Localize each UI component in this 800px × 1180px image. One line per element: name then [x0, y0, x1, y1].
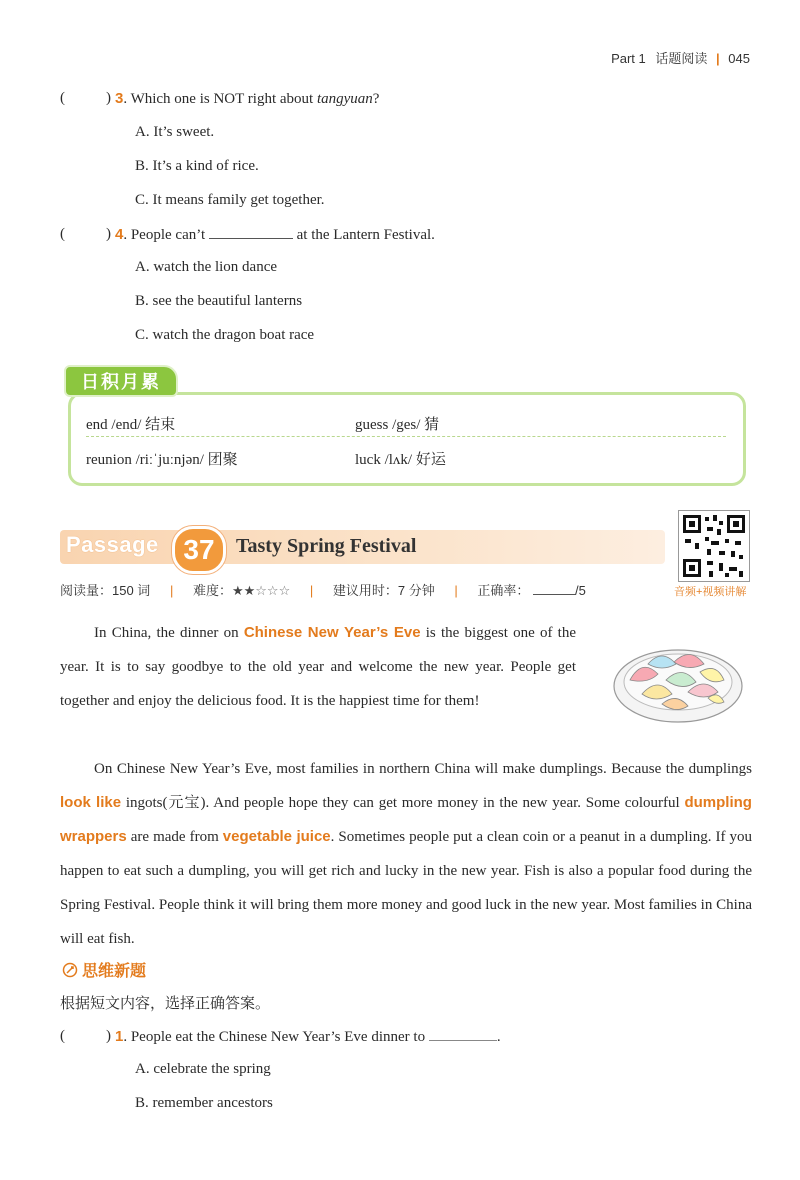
- meta-divider: |: [169, 583, 174, 598]
- word-count: 阅读量：150 词: [60, 583, 151, 598]
- question-stem-italic: tangyuan: [316, 91, 373, 107]
- answer-paren-close: ): [106, 1028, 111, 1044]
- answer-paren-close: ): [106, 226, 111, 242]
- thinking-title-text: 思维新题: [82, 963, 147, 980]
- qr-code-icon: [679, 511, 749, 581]
- option-b[interactable]: B. see the beautiful lanterns: [135, 293, 303, 309]
- answer-paren-open[interactable]: (: [60, 1028, 65, 1044]
- text-run: ingots(元宝). And people hope they can get more money in the new year. Some colourful: [121, 795, 685, 811]
- question-number: 3: [115, 90, 124, 107]
- answer-blank[interactable]: [429, 1028, 497, 1041]
- vocab-tag: 日积月累: [64, 365, 178, 397]
- passage-label: Passage: [66, 532, 159, 557]
- passage-paragraph-2: [60, 752, 752, 956]
- vocab-item: reunion /riːˈjuːnjən/ 团聚: [86, 452, 238, 468]
- text-run: . Sometimes people put a clean coin or a peanut in a dumpling. If you happen to eat such a dumpling, you will get rich and lucky in the new year. Fish is also a popular food during the Spring Festival. People think it will bring them more money and good luck in the new year. Most families in China will eat fish.: [60, 829, 752, 947]
- answer-paren-open[interactable]: (: [60, 90, 65, 106]
- question-1: [60, 1028, 760, 1048]
- passage-number-badge: 37: [172, 526, 226, 574]
- accuracy-label: 正确率：: [477, 583, 530, 598]
- answer-paren-open[interactable]: (: [60, 226, 65, 242]
- vocab-item: luck /lʌk/ 好运: [355, 452, 446, 468]
- highlight-term: vegetable juice: [222, 828, 331, 845]
- text-run: In China, the dinner on: [94, 625, 244, 641]
- highlight-term: dumpling wrappers: [60, 794, 752, 845]
- difficulty-stars-empty: ☆☆☆: [255, 583, 291, 598]
- passage-paragraph-1: [60, 616, 576, 718]
- question-stem-end: ?: [372, 91, 380, 107]
- question-4: [60, 226, 760, 246]
- qr-label: 音频+视频讲解: [674, 586, 747, 598]
- question-stem: . Which one is NOT right about: [123, 91, 317, 107]
- dumplings-plate-icon: [608, 628, 748, 728]
- qr-code[interactable]: [678, 510, 750, 582]
- difficulty-label: 难度：: [192, 583, 232, 598]
- highlight-term: Chinese New Year’s Eve: [243, 624, 421, 641]
- option-a[interactable]: A. watch the lion dance: [135, 259, 278, 275]
- page-header: [611, 48, 750, 67]
- question-stem: . People eat the Chinese New Year’s Eve dinner to: [123, 1029, 426, 1045]
- text-run: is the biggest one of the year. It is to say goodbye to the old year and welcome the new year. People get together and enjoy the delicious food. It is the happiest time for them!: [60, 625, 576, 709]
- section-label: 话题阅读: [655, 51, 708, 66]
- passage-title: Tasty Spring Festival: [236, 535, 417, 557]
- meta-divider: |: [454, 583, 458, 598]
- thinking-icon: [62, 962, 78, 978]
- part-label: Part 1: [611, 51, 646, 66]
- page-number: 045: [728, 51, 750, 66]
- highlight-term: look like: [60, 794, 122, 811]
- question-number: 1: [115, 1028, 124, 1045]
- dumplings-illustration: [608, 628, 748, 728]
- question-stem: . People can’t: [123, 227, 206, 243]
- answer-blank[interactable]: [209, 226, 293, 239]
- answer-paren-close: ): [106, 90, 111, 106]
- accuracy-blank[interactable]: [533, 584, 575, 595]
- header-divider: |: [716, 51, 720, 66]
- option-c[interactable]: C. watch the dragon boat race: [135, 327, 315, 343]
- option-b[interactable]: B. remember ancestors: [135, 1095, 273, 1111]
- vocab-divider: [86, 436, 726, 437]
- reading-meta: [60, 580, 586, 599]
- text-run: On Chinese New Year’s Eve, most families in northern China will make dumplings. Because the dumplings: [94, 761, 752, 777]
- thinking-section-title: [62, 958, 146, 981]
- accuracy-total: /5: [575, 583, 586, 598]
- difficulty-stars-filled: ★★: [231, 583, 256, 598]
- question-stem-end: at the Lantern Festival.: [296, 227, 435, 243]
- vocab-item: end /end/ 结束: [86, 417, 176, 433]
- option-b[interactable]: B. It’s a kind of rice.: [135, 158, 259, 174]
- instruction: 根据短文内容，选择正确答案。: [60, 996, 271, 1012]
- option-a[interactable]: A. celebrate the spring: [135, 1061, 271, 1077]
- vocab-item: guess /ges/ 猜: [355, 417, 440, 433]
- text-run: are made from: [126, 829, 223, 845]
- vocab-box: [68, 392, 746, 486]
- meta-divider: |: [309, 583, 314, 598]
- option-c[interactable]: C. It means family get together.: [135, 192, 325, 208]
- question-number: 4: [115, 226, 124, 243]
- option-a[interactable]: A. It’s sweet.: [135, 124, 215, 140]
- suggested-time: 建议用时：7 分钟: [332, 583, 435, 598]
- question-3: [60, 90, 760, 110]
- question-stem-end: .: [496, 1029, 501, 1045]
